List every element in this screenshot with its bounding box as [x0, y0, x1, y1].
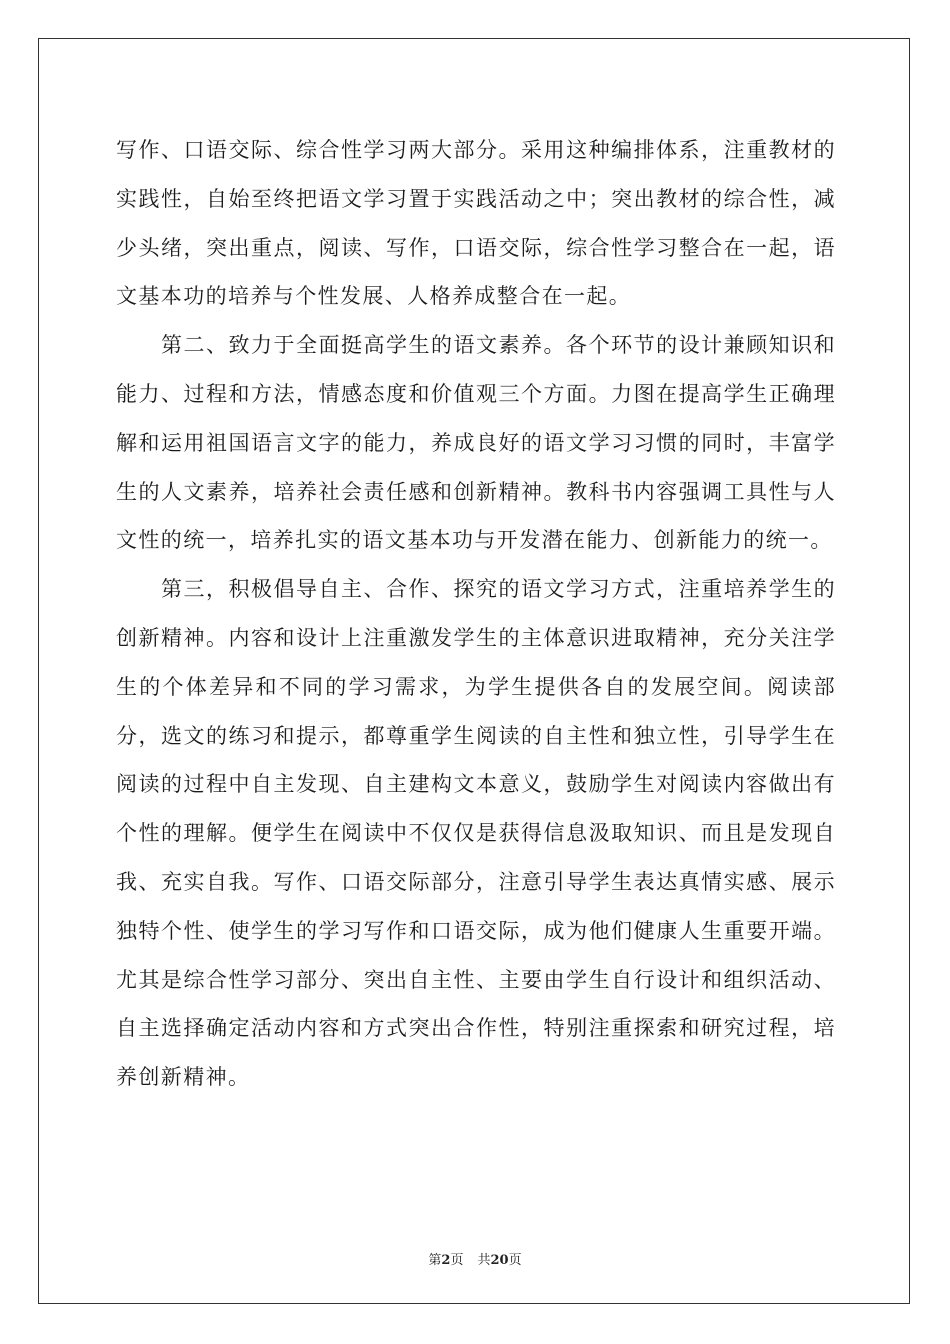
total-pages: 20: [490, 1253, 509, 1268]
document-body: [116, 126, 836, 1102]
page-suffix: 页: [450, 1253, 464, 1268]
paragraph-3: 第三，积极倡导自主、合作、探究的语文学习方式，注重培养学生的创新精神。内容和设计上注重激发学生的主体意识进取精神，充分关注学生的个体差异和不同的学习需求，为学生提供各自的发展空间。阅读部分，选文的练习和提示，都尊重学生阅读的自主性和独立性，引导学生在阅读的过程中自主发现、自主建构文本意义，鼓励学生对阅读内容做出有个性的理解。便学生在阅读中不仅仅是获得信息汲取知识、而且是发现自我、充实自我。写作、口语交际部分，注意引导学生表达真情实感、展示独特个性、使学生的学习写作和口语交际，成为他们健康人生重要开端。尤其是综合性学习部分、突出自主性、主要由学生自行设计和组织活动、自主选择确定活动内容和方式突出合作性，特别注重探索和研究过程，培养创新精神。: [116, 577, 836, 1090]
total-prefix: 共: [477, 1253, 491, 1268]
paragraph-2: 第二、致力于全面挺高学生的语文素养。各个环节的设计兼顾知识和能力、过程和方法，情感态度和价值观三个方面。力图在提高学生正确理解和运用祖国语言文字的能力，养成良好的语文学习习惯的同时，丰富学生的人文素养，培养社会责任感和创新精神。教科书内容强调工具性与人文性的统一，培养扎实的语文基本功与开发潜在能力、创新能力的统一。: [116, 333, 836, 553]
page-number: 2: [441, 1253, 451, 1268]
page-footer: [0, 1249, 950, 1268]
paragraph-1: 写作、口语交际、综合性学习两大部分。采用这种编排体系，注重教材的实践性，自始至终把语文学习置于实践活动之中；突出教材的综合性，减少头绪，突出重点，阅读、写作，口语交际，综合性学习整合在一起，语文基本功的培养与个性发展、人格养成整合在一起。: [116, 138, 836, 309]
page-prefix: 第: [428, 1253, 442, 1268]
total-suffix: 页: [508, 1253, 522, 1268]
